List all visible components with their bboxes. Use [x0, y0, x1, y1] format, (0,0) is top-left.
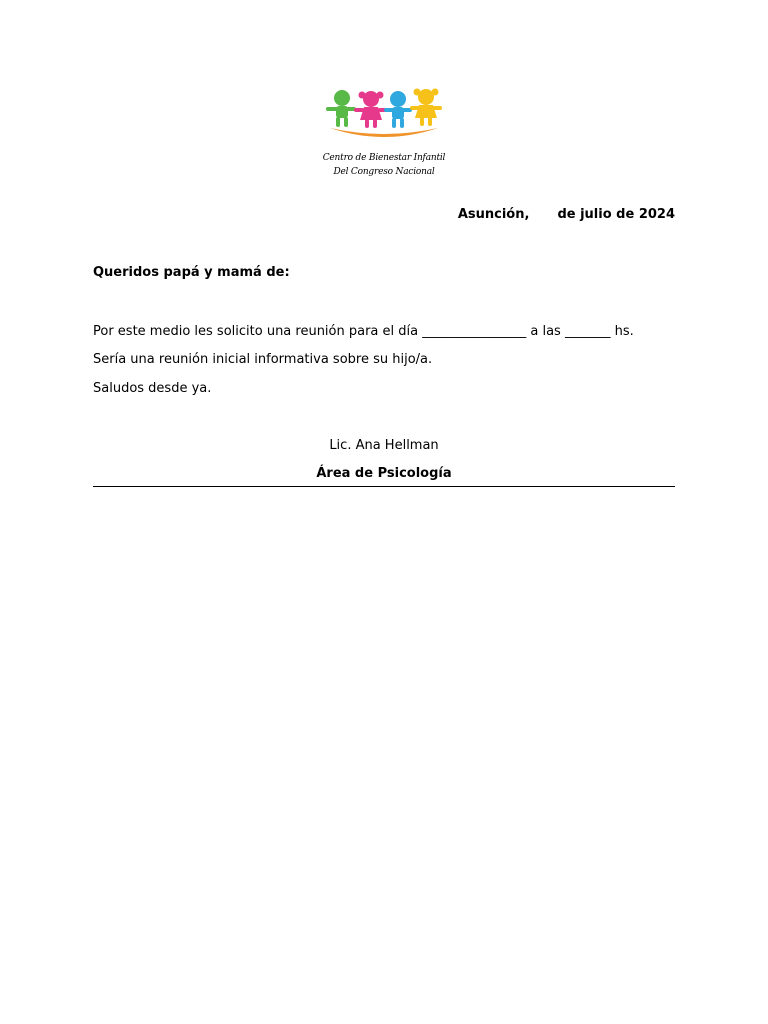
greeting: Queridos papá y mamá de: [93, 265, 290, 280]
meeting-request-line: Por este medio les solicito una reunión para el día ________________ a las _______ hs. [93, 324, 634, 339]
closing-line: Saludos desde ya. [93, 381, 212, 396]
children-logo-icon [322, 84, 446, 152]
logo-text-line2: Del Congreso Nacional [333, 167, 435, 177]
signature-rule [93, 486, 675, 487]
logo [322, 84, 446, 184]
logo-text-line1: Centro de Bienestar Infantil [322, 153, 446, 163]
smile-arc [330, 128, 438, 137]
yellow-child-figure [410, 89, 442, 127]
signer-name: Lic. Ana Hellman [329, 438, 439, 453]
department-name: Área de Psicología [316, 466, 452, 481]
pink-child-figure [354, 91, 388, 128]
green-child-figure [326, 90, 356, 127]
date-line [458, 207, 675, 222]
date-month-year: de julio de 2024 [557, 207, 675, 222]
meeting-purpose-line: Sería una reunión inicial informativa sobre su hijo/a. [93, 352, 433, 367]
date-city: Asunción, [457, 207, 530, 222]
blue-child-figure [384, 91, 412, 128]
